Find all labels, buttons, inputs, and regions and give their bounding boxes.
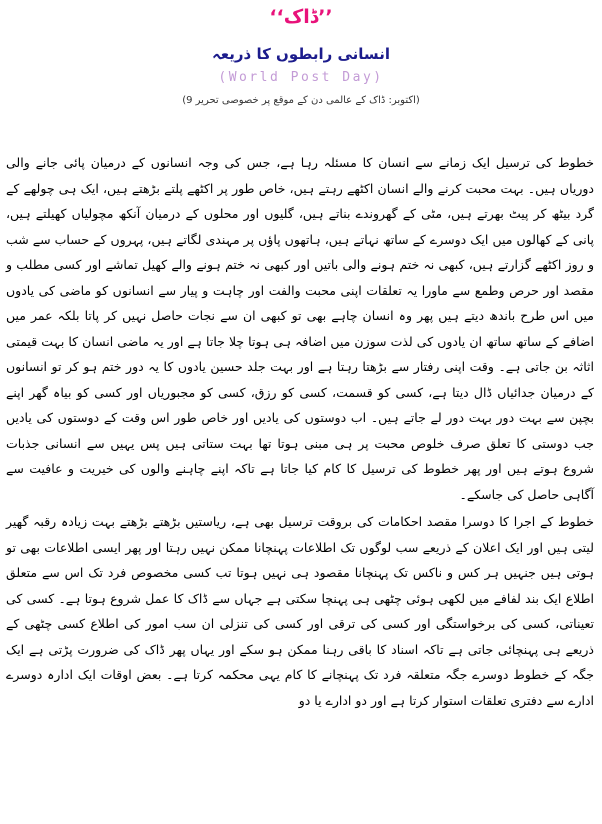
paragraph: خطوط کی ترسیل ایک زمانے سے انسان کا مسئلہ رہا ہے، جس کی وجہ انسانوں کے درمیان پائی جانے والی دوریاں ہیں۔ بہت محبت کرنے والے انسان اکٹھے رہتے ہیں، خاص طور پر اکٹھے پلتے بڑھتے ہیں، ایک ہی چولھے کے گرد بیٹھ کر پیٹ بھرتے ہیں، مٹی کے گھروندے بناتے ہیں، گلیوں اور محلوں کے درمیان آنکھ مچولیاں کھیلتے ہیں، پانی کے کھالوں میں ایک دوسرے کے ساتھ نہاتے ہیں، ہاتھوں پاؤں پر مہندی لگاتے ہیں، پہروں کے حساب سے شب و روز اکٹھے گزارتے ہیں، کبھی نہ ختم ہونے والی باتیں اور کبھی نہ ختم ہونے والے کھیل تماشے اور کسی مطلب و مقصد اور حرص وطمع سے ماورا یہ تعلقات اپنی محبت والفت اور چاہت و پیار سے انسانوں کو ماضی کی یادوں میں اس طرح باندھ دیتے ہیں پھر وہ انسان چاہے بھی تو کبھی ان سے نجات حاصل نہیں کر پاتا بلکہ عمر میں اضافے کے ساتھ ساتھ ان یادوں کی لذت سوزن میں اضافہ ہی ہوتا چلا جاتا ہے اور یہ ماضی انسان کا بہت قیمتی اثاثہ بن جاتی ہے۔ وقت اپنی رفتار سے بڑھتا رہتا ہے اور بہت جلد حسین یادوں کا یہ دور ختم ہو کر تو انسانوں کے درمیان جدائیاں ڈال دیتا ہے، کسی کو قسمت، کسی کو رزق، کسی کو مجبوریاں اور کسی کو بیاہ گھر اپنے بچپن سے بہت دور بہت دور لے جاتے ہیں۔ اب دوستوں کی یادیں اور خاص طور اس وقت کے دوستوں کی یادیں جب دوستی کا تعلق صرف خلوص محبت پر ہی مبنی ہوتا تھا بہت ستاتی ہیں پس یہیں سے انسانی جذبات شروع ہوتے ہیں اور پھر خطوط کی ترسیل کا کام کیا جاتا ہے تاکہ اپنے چاہنے والوں کی خیریت و عافیت سے آگاہی حاصل کی جاسکے۔ [6, 155, 594, 502]
english-title: (World Post Day) [218, 70, 384, 85]
article-body [6, 150, 594, 715]
article-subtitle: انسانی رابطوں کا ذریعہ [212, 45, 390, 63]
document-page [0, 2, 602, 824]
article-title: ‘‘ڈاک’’ [269, 6, 333, 28]
dateline: (9 اکتوبر: ڈاک کے عالمی دن کے موقع پر خصوصی تحریر) [182, 95, 420, 106]
paragraph: خطوط کے اجرا کا دوسرا مقصد احکامات کی بروقت ترسیل بھی ہے، ریاستیں بڑھتے بڑھتے بہت زیادہ رقبہ گھیر لیتی ہیں اور ایک اعلان کے ذریعے سب لوگوں تک اطلاعات پہنچانا ممکن نہیں رہتا اور پھر ایسی اطلاعات بھی تو ہوتی ہیں جنہیں ہر کس و ناکس تک پہنچانا مقصود ہی نہیں ہوتا تب کسی مخصوص فرد تک اس سے متعلق اطلاع ایک بند لفافے میں لکھی ہوئی چٹھی ہی پہنچا سکتی ہے جہاں سے ڈاک کا عمل شروع ہوتا ہے۔ کسی کی تعیناتی، کسی کی برخواستگی اور کسی کی ترقی اور کسی کی تنزلی ان سب امور کی اطلاع کسی چٹھی کے ذریعے ہی پہنچائی جاتی ہے تاکہ اسناد کا باقی رہنا ممکن ہو سکے اور یہاں پھر ڈاک کی ضرورت پڑتی ہے ایک جگہ کے خطوط دوسرے جگہ متعلقہ فرد تک پہنچانے کا کام یہی محکمہ کرتا ہے۔ بعض اوقات ایک ادارہ دوسرے ادارے سے دفتری تعلقات استوار کرتا ہے اور دو ادارے یا دو [6, 514, 594, 708]
article-header [0, 2, 602, 110]
